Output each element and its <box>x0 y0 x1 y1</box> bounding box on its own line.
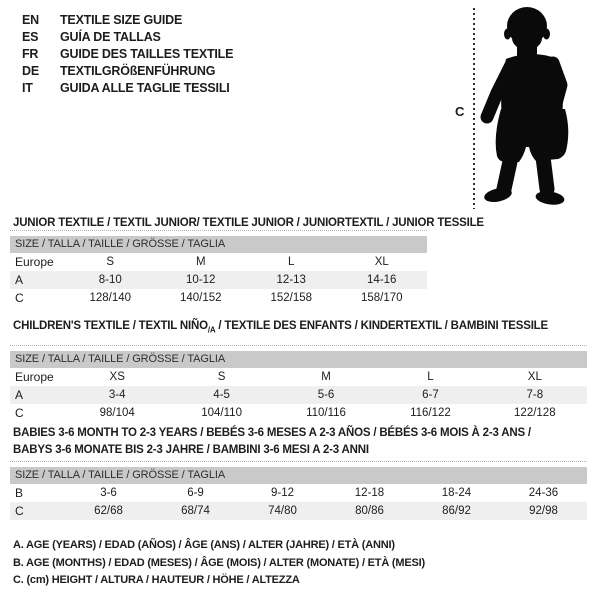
table-cell: 86/92 <box>442 505 471 517</box>
row-label: C <box>15 406 24 420</box>
row-label: B <box>15 486 24 500</box>
language-row <box>22 46 233 63</box>
table-body <box>10 253 427 307</box>
table-row <box>10 368 587 386</box>
table-cell: 6-9 <box>187 487 204 499</box>
guide-title: GUIDA ALLE TAGLIE TESSILI <box>60 81 230 95</box>
table-row <box>10 404 587 422</box>
language-code: DE <box>22 64 39 78</box>
table-cell: 116/122 <box>410 407 451 419</box>
table-cell: 74/80 <box>268 505 297 517</box>
table-cell: 10-12 <box>186 274 216 286</box>
footnote-height: C. (cm) HEIGHT / ALTURA / HAUTEUR / HÖHE / ALTEZZA <box>13 574 300 586</box>
guide-title: GUÍA DE TALLAS <box>60 30 161 44</box>
table-row <box>10 502 587 520</box>
table-row <box>10 289 427 307</box>
section-title-junior: JUNIOR TEXTILE / TEXTIL JUNIOR/ TEXTILE JUNIOR / JUNIORTEXTIL / JUNIOR TESSILE <box>13 217 484 229</box>
table-cell: 8-10 <box>98 274 122 286</box>
table-cell: 92/98 <box>529 505 558 517</box>
table-cell: 152/158 <box>270 292 313 304</box>
table-body <box>10 368 587 422</box>
guide-title: TEXTILE SIZE GUIDE <box>60 13 183 27</box>
table-cell: 7-8 <box>526 389 544 401</box>
guide-title: GUIDE DES TAILLES TEXTILE <box>60 47 234 61</box>
language-legend <box>22 12 233 97</box>
size-header-bar: SIZE / TALLA / TAILLE / GRÖSSE / TAGLIA <box>10 236 427 253</box>
language-code: IT <box>22 81 33 95</box>
table-cell: M <box>321 371 331 383</box>
table-cell: XL <box>374 256 389 268</box>
table-cell: XS <box>109 371 125 383</box>
language-row <box>22 80 233 97</box>
table-cell: 62/68 <box>94 505 123 517</box>
language-row <box>22 12 233 29</box>
language-row <box>22 63 233 80</box>
table-cell: 14-16 <box>367 274 397 286</box>
table-cell: 24-36 <box>528 487 559 499</box>
table-row <box>10 271 427 289</box>
row-label: C <box>15 504 24 518</box>
language-code: FR <box>22 47 39 61</box>
height-measure-label: C <box>455 104 465 119</box>
language-code: EN <box>22 13 39 27</box>
table-cell: M <box>195 256 206 268</box>
table-cell: L <box>288 256 295 268</box>
row-label: A <box>15 388 24 402</box>
table-body <box>10 484 587 520</box>
table-cell: 128/140 <box>89 292 132 304</box>
table-cell: 5-6 <box>317 389 335 401</box>
table-cell: 98/104 <box>99 407 135 419</box>
size-header-bar: SIZE / TALLA / TAILLE / GRÖSSE / TAGLIA <box>10 351 587 368</box>
section-title-children: CHILDREN'S TEXTILE / TEXTIL $NIÑO_{/A}$ / TEXTILE DES ENFANTS / KINDERTEXTIL / BAMBINI TESSILE <box>13 320 548 335</box>
size-header-bar: SIZE / TALLA / TAILLE / GRÖSSE / TAGLIA <box>10 467 587 484</box>
row-label: Europe <box>15 255 54 269</box>
guide-title: TEXTILGRÖßENFÜHRUNG <box>60 64 216 78</box>
children-size-table <box>10 345 587 422</box>
table-cell: 6-7 <box>422 389 439 401</box>
table-cell: 104/110 <box>201 407 242 419</box>
table-cell: 80/86 <box>355 505 384 517</box>
section-title-babies <box>13 425 531 459</box>
row-label: Europe <box>15 370 54 384</box>
table-cell: XL <box>527 371 542 383</box>
table-cell: 3-6 <box>100 487 117 499</box>
table-row <box>10 386 587 404</box>
language-code: ES <box>22 30 39 44</box>
table-cell: 12-13 <box>276 274 306 286</box>
row-label: C <box>15 291 24 305</box>
section-title-line1: BABIES 3-6 MONTH TO 2-3 YEARS / BEBÉS 3-6 MESES A 2-3 AÑOS / BÉBÉS 3-6 MOIS À 2-3 ANS / <box>13 427 531 439</box>
table-cell: 158/170 <box>360 292 403 304</box>
row-label: A <box>15 273 24 287</box>
table-cell: 3-4 <box>108 389 126 401</box>
footnotes <box>13 537 425 590</box>
footnote-age-years: A. AGE (YEARS) / EDAD (AÑOS) / ÂGE (ANS) / ALTER (JAHRE) / ETÀ (ANNI) <box>13 539 395 551</box>
table-row <box>10 253 427 271</box>
babies-size-table <box>10 461 587 520</box>
table-cell: 9-12 <box>270 487 295 499</box>
footnote-age-months: B. AGE (MONTHS) / EDAD (MESES) / ÂGE (MOIS) / ALTER (MONATE) / ETÀ (MESI) <box>13 556 425 569</box>
baby-silhouette-icon <box>470 5 600 215</box>
table-cell: 4-5 <box>213 389 230 401</box>
table-cell: 68/74 <box>181 505 210 517</box>
table-cell: 12-18 <box>354 487 385 499</box>
table-cell: L <box>427 371 434 383</box>
table-cell: 18-24 <box>441 487 472 499</box>
table-cell: S <box>217 371 226 383</box>
junior-size-table <box>10 230 427 307</box>
table-cell: 122/128 <box>514 407 556 419</box>
table-row <box>10 484 587 502</box>
table-cell: 140/152 <box>179 292 222 304</box>
table-cell: S <box>106 256 115 268</box>
table-cell: 110/116 <box>306 407 346 419</box>
section-title-line2: BABYS 3-6 MONATE BIS 2-3 JAHRE / BAMBINI 3-6 MESI A 2-3 ANNI <box>13 444 369 456</box>
language-row <box>22 29 233 46</box>
